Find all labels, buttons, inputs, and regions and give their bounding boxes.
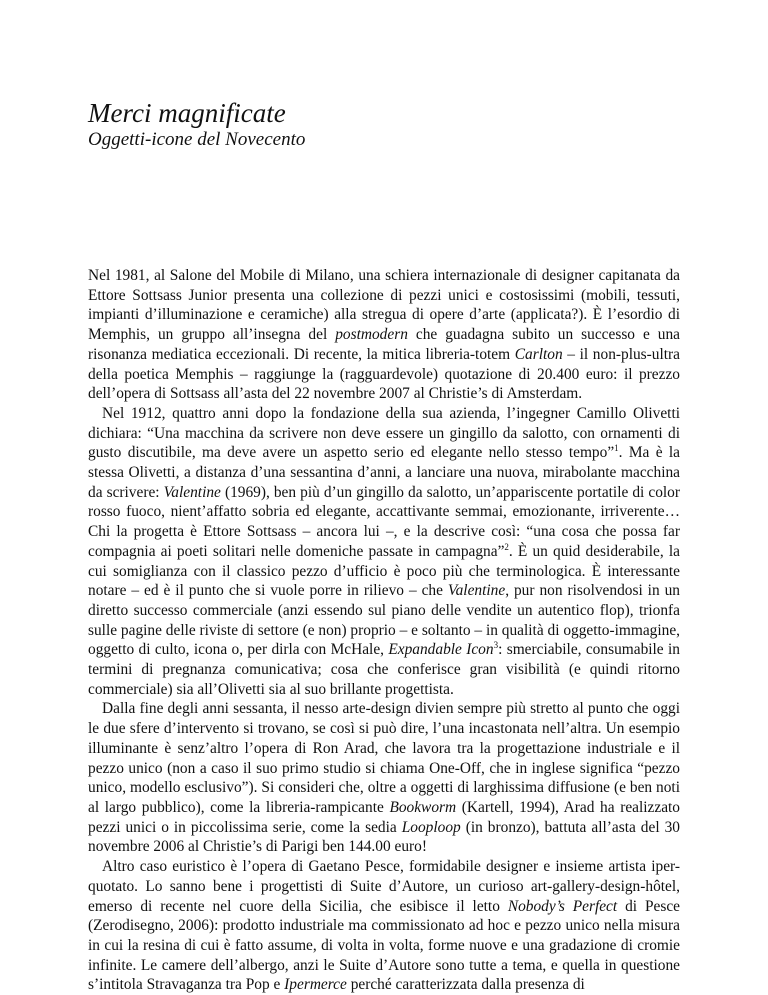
footnote-ref: 3 (493, 640, 499, 651)
text-run: Altro caso euristico è l’opera di Gaetano Pesce, formidabile designer e insieme artista iper-quotato. Lo sanno bene i progettisti di Suite d’Autore, un curioso art-gallery-design-hôtel, emerso di recente nel cuore della Sicilia, che esibisce il letto (88, 858, 680, 915)
italic-term: postmodern (335, 326, 408, 344)
heading-block (88, 98, 680, 152)
text-run: Nel 1912, quattro anni dopo la fondazione della sua azienda, l’ingegner Camillo Olivetti dichiara: “Una macchina da scrivere non deve essere un gingillo da salotto, con ornamenti di gusto discutibile, ma deve avere un aspetto serio ed elegante nello stesso tempo” (88, 404, 680, 462)
italic-term: Carlton (514, 345, 563, 363)
paragraph-3 (88, 699, 680, 857)
text-run: (in bronzo), battuta all’asta del 30 novembre 2006 al Christie’s di Parigi ben 144.00 euro! (88, 818, 680, 856)
italic-term: Valentine (447, 582, 506, 600)
italic-term: Looploop (401, 818, 461, 836)
italic-term: Ipermerce (284, 976, 347, 994)
text-run: di Pesce (Zerodisegno, 2006): prodotto industriale ma commissionato ad hoc e pezzo unico nella misura in cui la resina di cui è fatto assume, di volta in volta, forme nuove e una gradazione di cromie infinite. Le camere dell’albergo, anzi le Suite d’Autore sono tutte a tema, e quella in questione s’intitola Stravaganza tra Pop e (88, 897, 680, 994)
italic-term: Nobody’s Perfect (507, 897, 618, 915)
article-body (88, 266, 680, 995)
paragraph-2 (88, 404, 680, 700)
text-run: (Kartell, 1994), Arad ha realizzato pezzi unici o in piccolissima serie, come la sedia (88, 798, 680, 836)
footnote-ref: 2 (504, 541, 509, 552)
paragraph-4 (88, 857, 680, 995)
text-run: Dalla fine degli anni sessanta, il nesso arte-design divien sempre più stretto al punto che oggi le due sfere d’intervento si trovano, se così si può dire, l’una incastonata nell’altra. Un esempio illuminante è senz’altro l’opera di Ron Arad, che lavora tra la progettazione industriale e il pezzo unico (non a caso il suo primo studio si chiama One-Off, che in inglese significa “pezzo unico, modello esclusivo”). Si consideri che, oltre a oggetti di larghissima diffusione (e ben noti al largo pubblico), come la libreria-rampicante (88, 700, 680, 816)
text-run: (1969), ben più d’un gingillo da salotto, un’appariscente portatile di color rosso fuoco, nient’affatto sobria ed elegante, accattivante semmai, emozionante, irriverente… Chi la progetta è Ettore Sottsass – ancora lui –, e la descrive così: “una cosa che possa far compagnia ai poeti solitari nelle domeniche passate in campagna” (88, 483, 681, 560)
text-run: perché caratterizzata dalla presenza di (346, 976, 585, 994)
italic-term: Bookworm (389, 798, 457, 816)
italic-term: Valentine (163, 483, 221, 501)
text-run: . Ma è la stessa Olivetti, a distanza d’una sessantina d’anni, a lanciare una nuova, mirabolante macchina da scrivere: (88, 444, 680, 501)
text-run: che guadagna subito un successo e una risonanza mediatica eccezionali. Di recente, la mitica libreria-totem (88, 326, 681, 363)
footnote-ref: 1 (614, 443, 619, 454)
italic-term: Expandable Icon (388, 641, 494, 659)
text-run: – il non-plus-ultra della poetica Memphis – raggiunge la (ragguardevole) quotazione di 20.400 euro: il prezzo dell’opera di Sottsass all’asta del 22 novembre 2007 al Christie’s di Amsterdam. (88, 345, 680, 403)
text-run: Nel 1981, al Salone del Mobile di Milano, una schiera internazionale di designer capitanata da Ettore Sottsass Junior presenta una collezione di pezzi unici e costosissimi (mobili, tessuti, impianti d’illuminazione e ceramiche) alla stregua di opere d’arte (applicata?). È l’esordio di Memphis, un gruppo all’insegna del (88, 267, 680, 344)
page-subtitle: Oggetti-icone del Novecento (88, 129, 306, 150)
paragraph-1 (88, 266, 680, 404)
text-run: , pur non risolvendosi in un diretto successo commerciale (anzi essendo sul piano delle vendite un autentico flop), trionfa sulle pagine delle riviste di settore (e non) proprio – e soltanto – in qualità di oggetto-immagine, oggetto di culto, icona o, per dirla con McHale, (88, 582, 680, 659)
text-run: : smerciabile, consumabile in termini di pregnanza comunicativa; cosa che conferisce gran visibilità (e quindi ritorno commerciale) sia all’Olivetti sia al suo brillante progettista. (88, 641, 680, 698)
page-title: Merci magnificate (88, 98, 286, 128)
text-run: . È un quid desiderabile, la cui somiglianza con il classico pezzo d’ufficio è poco più che terminologica. È interessante notare – ed è il punto che si vuole porre in rilievo – che (88, 542, 680, 600)
